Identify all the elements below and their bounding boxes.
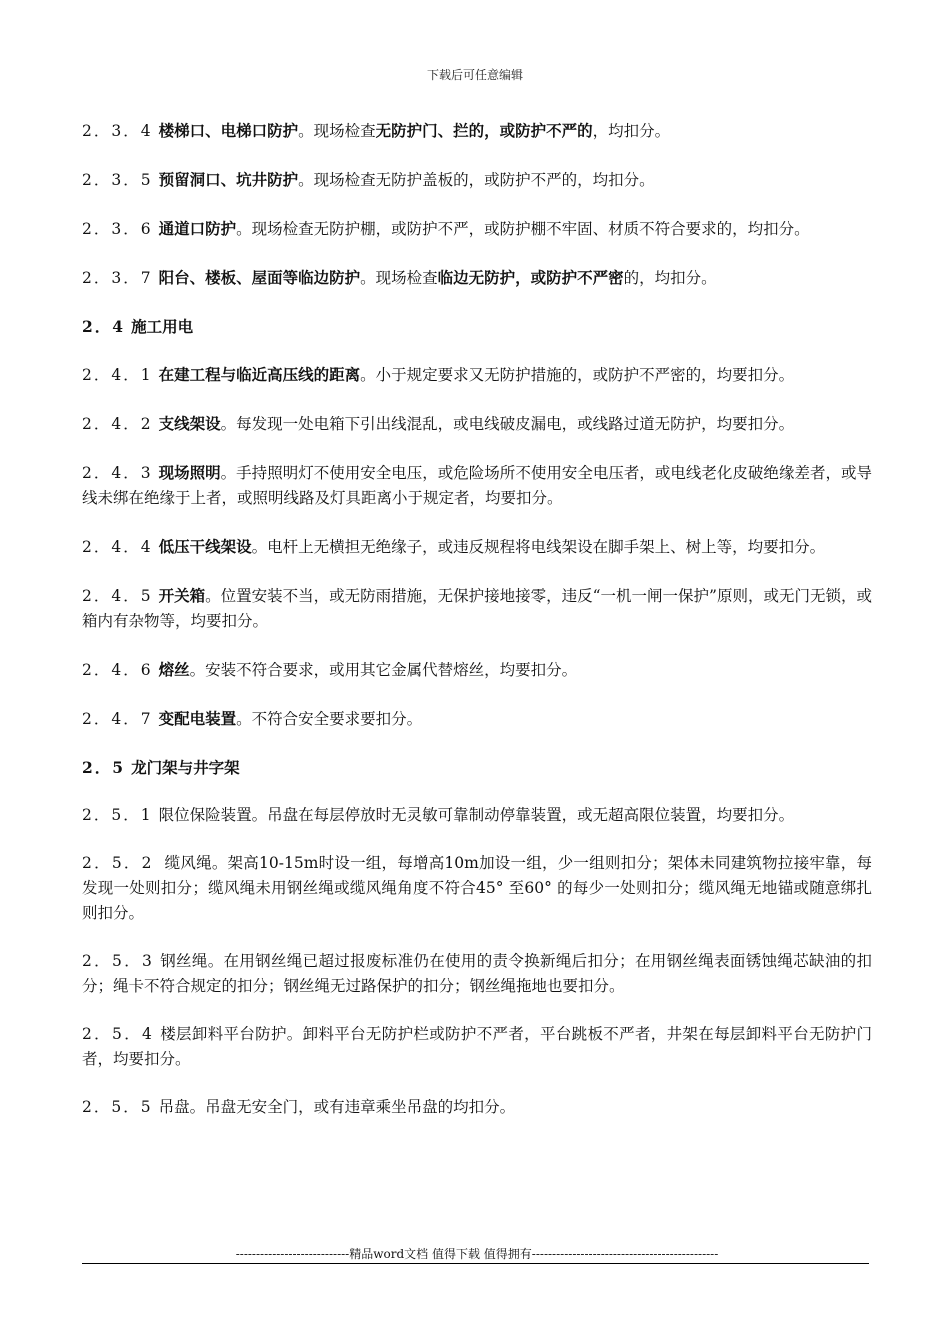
clause-text-end: ，均扣分。: [592, 122, 671, 140]
page-footer: ----------------------------精品word文档 值得下载 值得拥有----------------------------------------------: [235, 1247, 719, 1261]
clause-text: 。现场检查: [360, 269, 438, 287]
page-header: 下载后可任意编辑: [426, 68, 523, 82]
section-heading-2-4: [82, 314, 872, 339]
clause-title: 变配电装置: [158, 709, 237, 728]
clause-2-3-6: [82, 216, 872, 242]
clause-number: 2．5．2: [82, 854, 154, 872]
clause-title: 低压干线架设: [158, 537, 252, 556]
clause-2-4-4: [82, 534, 872, 560]
clause-number: 2．4．2: [82, 415, 153, 433]
clause-title: 楼梯口、电梯口防护: [158, 121, 299, 140]
clause-2-5-5: [82, 1095, 872, 1120]
document-body: [82, 118, 872, 1143]
clause-text-end: 的，均扣分。: [623, 269, 717, 287]
clause-number: 2．5．4: [82, 1025, 154, 1043]
clause-number: 2．4．4: [82, 538, 153, 556]
section-number: 2．5: [82, 758, 126, 777]
clause-2-3-5: [82, 167, 872, 193]
clause-2-5-3: [82, 949, 872, 999]
clause-text: 。每发现一处电箱下引出线混乱，或电线破皮漏电，或线路过道无防护，均要扣分。: [220, 415, 795, 433]
clause-2-3-7: [82, 265, 872, 291]
clause-text: 。现场检查: [298, 122, 376, 140]
section-number: 2．4: [82, 317, 126, 336]
clause-number: 2．5．5: [82, 1098, 153, 1116]
clause-number: 2．3．4: [82, 122, 153, 140]
footer-divider: [82, 1263, 869, 1264]
clause-text: 。电杆上无横担无绝缘子，或违反规程将电线架设在脚手架上、树上等，均要扣分。: [251, 538, 826, 556]
clause-title: 开关箱: [158, 586, 206, 605]
section-title: 龙门架与井字架: [131, 758, 240, 777]
clause-number: 2．5．1: [82, 806, 153, 824]
clause-2-5-1: [82, 803, 872, 828]
clause-text: 。位置安装不当，或无防雨措施，无保护接地接零，违反“一机一闸一保护”原则，或无门无锁，或箱内有杂物等，均要扣分。: [82, 587, 872, 630]
clause-text: 楼层卸料平台防护。卸料平台无防护栏或防护不严者，平台跳板不严者，井架在每层卸料平台无防护门者，均要扣分。: [82, 1025, 872, 1068]
clause-title: 熔丝: [158, 660, 190, 679]
clause-text: 。现场检查无防护棚，或防护不严，或防护棚不牢固、材质不符合要求的，均扣分。: [236, 220, 810, 238]
clause-title: 阳台、楼板、屋面等临边防护: [158, 268, 361, 287]
clause-text: 。不符合安全要求要扣分。: [236, 710, 423, 728]
clause-title: 通道口防护: [158, 219, 237, 238]
clause-2-3-4: [82, 118, 872, 144]
clause-title: 支线架设: [158, 414, 221, 433]
section-heading-2-5: [82, 755, 872, 780]
clause-text: 限位保险装置。吊盘在每层停放时无灵敏可靠制动停靠装置，或无超高限位装置，均要扣分。: [158, 806, 795, 824]
clause-emphasis: 临边无防护，或防护不严密: [437, 268, 624, 287]
clause-number: 2．4．7: [82, 710, 153, 728]
clause-text: 吊盘。吊盘无安全门，或有违章乘坐吊盘的均扣分。: [158, 1098, 516, 1116]
clause-title: 在建工程与临近高压线的距离: [158, 365, 361, 384]
clause-2-4-1: [82, 362, 872, 388]
clause-number: 2．5．3: [82, 952, 154, 970]
clause-number: 2．3．5: [82, 171, 153, 189]
clause-number: 2．4．5: [82, 587, 153, 605]
clause-text: 。安装不符合要求，或用其它金属代替熔丝，均要扣分。: [189, 661, 578, 679]
clause-text: 钢丝绳。在用钢丝绳已超过报废标准仍在使用的责令换新绳后扣分；在用钢丝绳表面锈蚀绳芯缺油的扣分；绳卡不符合规定的扣分；钢丝绳无过路保护的扣分；钢丝绳拖地也要扣分。: [82, 952, 872, 995]
clause-2-4-6: [82, 657, 872, 683]
clause-title: 预留洞口、坑井防护: [158, 170, 299, 189]
clause-number: 2．4．1: [82, 366, 153, 384]
clause-number: 2．3．7: [82, 269, 153, 287]
clause-number: 2．4．6: [82, 661, 153, 679]
clause-number: 2．4．3: [82, 464, 153, 482]
clause-2-4-3: [82, 460, 872, 511]
clause-number: 2．3．6: [82, 220, 153, 238]
clause-2-4-7: [82, 706, 872, 732]
clause-text: 缆风绳。架高10-15m时设一组，每增高10m加设一组，少一组则扣分；架体未同建筑物拉接牢靠，每发现一处则扣分；缆风绳未用钢丝绳或缆风绳角度不符合45° 至60° 的每少一处则扣分；缆风绳无地锚或随意绑扎则扣分。: [82, 854, 872, 922]
clause-title: 现场照明: [158, 463, 221, 482]
clause-2-5-2: [82, 851, 872, 926]
clause-2-4-2: [82, 411, 872, 437]
clause-emphasis: 无防护门、拦的，或防护不严的: [375, 121, 593, 140]
clause-2-5-4: [82, 1022, 872, 1072]
clause-2-4-5: [82, 583, 872, 634]
section-title: 施工用电: [131, 317, 194, 336]
clause-text: 。现场检查无防护盖板的，或防护不严的，均扣分。: [298, 171, 655, 189]
clause-text: 。手持照明灯不使用安全电压，或危险场所不使用安全电压者，或电线老化皮破绝缘差者，或导线未绑在绝缘于上者，或照明线路及灯具距离小于规定者，均要扣分。: [82, 464, 872, 507]
clause-text: 。小于规定要求又无防护措施的，或防护不严密的，均要扣分。: [360, 366, 795, 384]
